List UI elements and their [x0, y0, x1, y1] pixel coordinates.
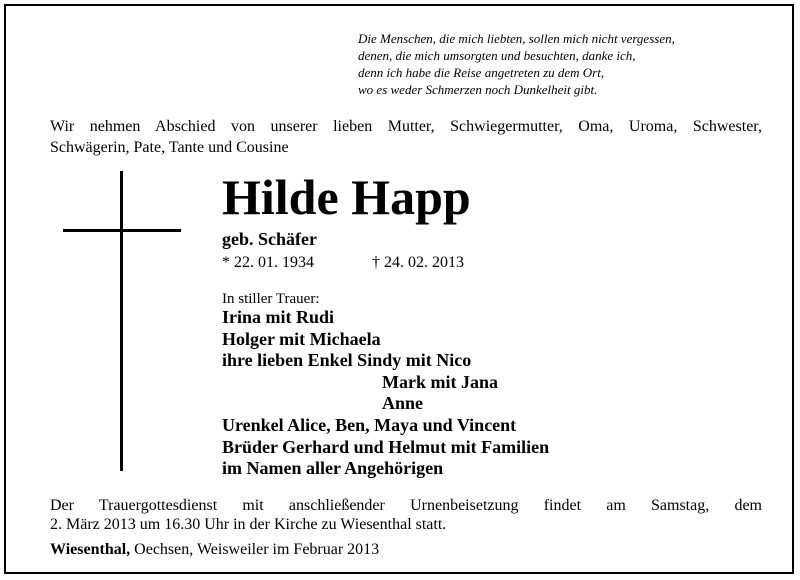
deceased-name: Hilde Happ — [222, 169, 471, 225]
place-and-date — [50, 541, 379, 559]
mourner-line: ihre lieben Enkel Sindy mit Nico — [222, 350, 472, 371]
maiden-name: geb. Schäfer — [222, 229, 317, 249]
intro-line: Wir nehmen Abschied von unserer lieben Mutter, Schwiegermutter, Oma, Uroma, Schwester, — [50, 118, 762, 135]
poem — [358, 30, 788, 98]
death-date: † 24. 02. 2013 — [372, 254, 464, 271]
mourning-label: In stiller Trauer: — [222, 291, 320, 307]
place-rest: Oechsen, Weisweiler im Februar 2013 — [130, 541, 380, 558]
mourner-line: Irina mit Rudi — [222, 307, 335, 327]
mourner-line: Brüder Gerhard und Helmut mit Familien — [222, 436, 550, 457]
service-info — [50, 496, 762, 534]
mourner-line: Urenkel Alice, Ben, Maya und Vincent — [222, 414, 517, 435]
intro-line: Schwägerin, Pate, Tante und Cousine — [50, 139, 289, 156]
poem-line: Die Menschen, die mich liebten, sollen mich nicht vergessen, — [358, 31, 675, 46]
birth-date: * 22. 01. 1934 — [222, 254, 314, 271]
poem-line: denen, die mich umsorgten und besuchten, danke ich, — [358, 48, 636, 63]
cross-icon — [120, 171, 123, 471]
obituary-notice — [4, 4, 794, 574]
mourners-list — [222, 307, 549, 480]
life-dates — [222, 254, 464, 272]
poem-line: wo es weder Schmerzen noch Dunkelheit gibt. — [358, 82, 598, 97]
cross-icon-bar — [63, 229, 181, 232]
mourner-line: Mark mit Jana — [382, 371, 498, 392]
mourner-line: Anne — [382, 393, 424, 414]
place-town: Wiesenthal, — [50, 541, 131, 558]
mourner-line: im Namen aller Angehörigen — [222, 458, 444, 479]
poem-line: denn ich habe die Reise angetreten zu dem Ort, — [358, 65, 605, 80]
mourner-line: Holger mit Michaela — [222, 328, 381, 349]
service-line: Der Trauergottesdienst mit anschließender Urnenbeisetzung findet am Samstag, dem — [50, 497, 762, 514]
service-line: 2. März 2013 um 16.30 Uhr in der Kirche zu Wiesenthal statt. — [50, 516, 447, 533]
intro-text — [50, 116, 762, 158]
